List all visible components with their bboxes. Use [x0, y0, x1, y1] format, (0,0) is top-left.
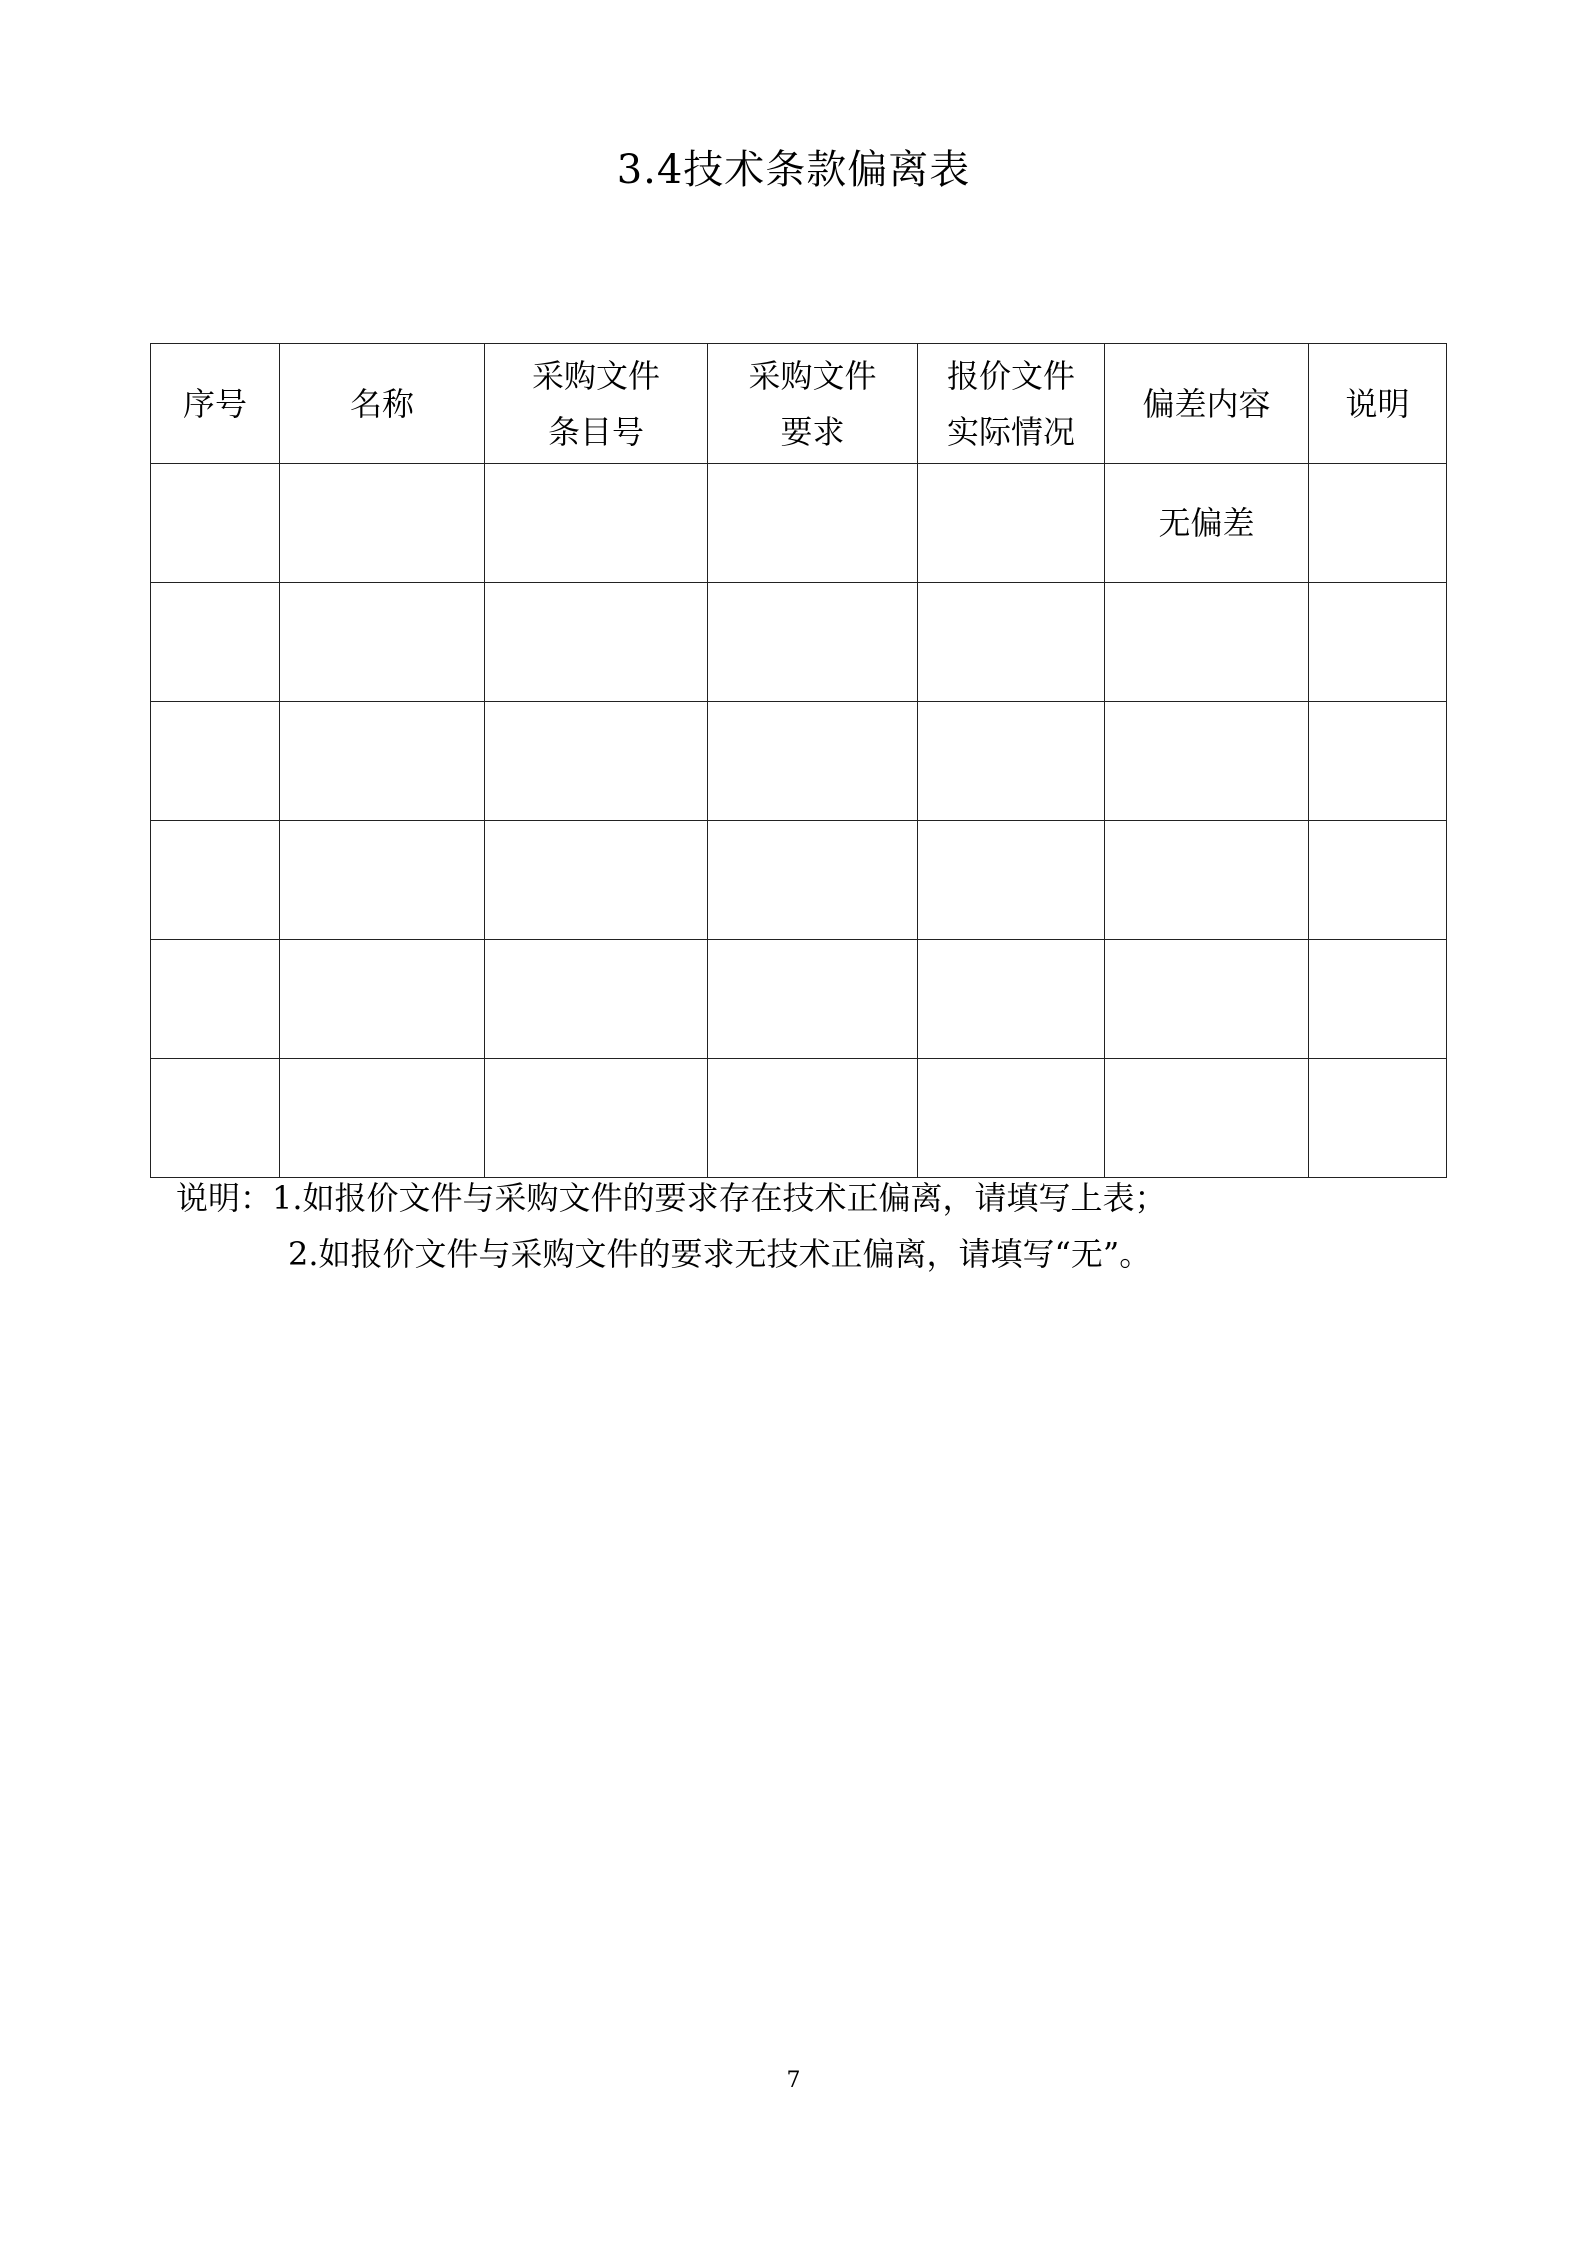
table-cell	[708, 702, 918, 821]
table-cell	[918, 702, 1105, 821]
table-row	[151, 464, 1447, 583]
table-cell	[485, 464, 708, 583]
table-cell	[1309, 821, 1447, 940]
table-header-row	[151, 344, 1447, 464]
table-cell	[1309, 583, 1447, 702]
header-deviation-content: 偏差内容	[1105, 344, 1309, 464]
table-cell	[151, 1059, 280, 1178]
page-title: 3.4技术条款偏离表	[616, 147, 971, 193]
table-cell	[151, 464, 280, 583]
table-row	[151, 702, 1447, 821]
header-procurement-requirement: 采购文件 要求	[708, 344, 918, 464]
table-cell	[280, 583, 485, 702]
deviation-table	[150, 343, 1447, 1178]
table-cell	[708, 1059, 918, 1178]
table-cell	[151, 702, 280, 821]
table-cell	[485, 1059, 708, 1178]
table-cell	[151, 821, 280, 940]
table-row	[151, 583, 1447, 702]
table-cell	[485, 940, 708, 1059]
header-procurement-item-no: 采购文件 条目号	[485, 344, 708, 464]
table-cell	[918, 464, 1105, 583]
table-cell	[485, 821, 708, 940]
table-cell	[1105, 1059, 1309, 1178]
table-cell	[708, 464, 918, 583]
table-cell	[708, 583, 918, 702]
table-cell	[280, 1059, 485, 1178]
table-cell	[151, 940, 280, 1059]
table-cell	[280, 702, 485, 821]
table-cell	[1309, 464, 1447, 583]
table-cell	[1309, 1059, 1447, 1178]
table-cell	[1105, 583, 1309, 702]
table-notes	[176, 1170, 1476, 1282]
table-cell	[1105, 821, 1309, 940]
header-name: 名称	[280, 344, 485, 464]
table-cell	[918, 583, 1105, 702]
table-cell	[485, 702, 708, 821]
note-line-1: 说明：1.如报价文件与采购文件的要求存在技术正偏离，请填写上表；	[176, 1179, 1167, 1217]
table-cell	[708, 940, 918, 1059]
header-index: 序号	[151, 344, 280, 464]
table-cell	[918, 821, 1105, 940]
table-cell: 无偏差	[1105, 464, 1309, 583]
table-cell	[485, 583, 708, 702]
page-number: 7	[786, 2068, 801, 2093]
table-cell	[1105, 940, 1309, 1059]
table-cell	[708, 821, 918, 940]
table-cell	[280, 821, 485, 940]
table-row	[151, 821, 1447, 940]
table-cell	[1105, 702, 1309, 821]
table-cell	[1309, 702, 1447, 821]
table-cell	[151, 583, 280, 702]
table-row	[151, 1059, 1447, 1178]
table-cell	[280, 464, 485, 583]
table-cell	[918, 1059, 1105, 1178]
header-remarks: 说明	[1309, 344, 1447, 464]
table-cell	[280, 940, 485, 1059]
table-row	[151, 940, 1447, 1059]
header-quotation-actual: 报价文件 实际情况	[918, 344, 1105, 464]
table-cell	[918, 940, 1105, 1059]
table-cell	[1309, 940, 1447, 1059]
note-line-2: 2.如报价文件与采购文件的要求无技术正偏离，请填写“无”。	[288, 1235, 1152, 1273]
